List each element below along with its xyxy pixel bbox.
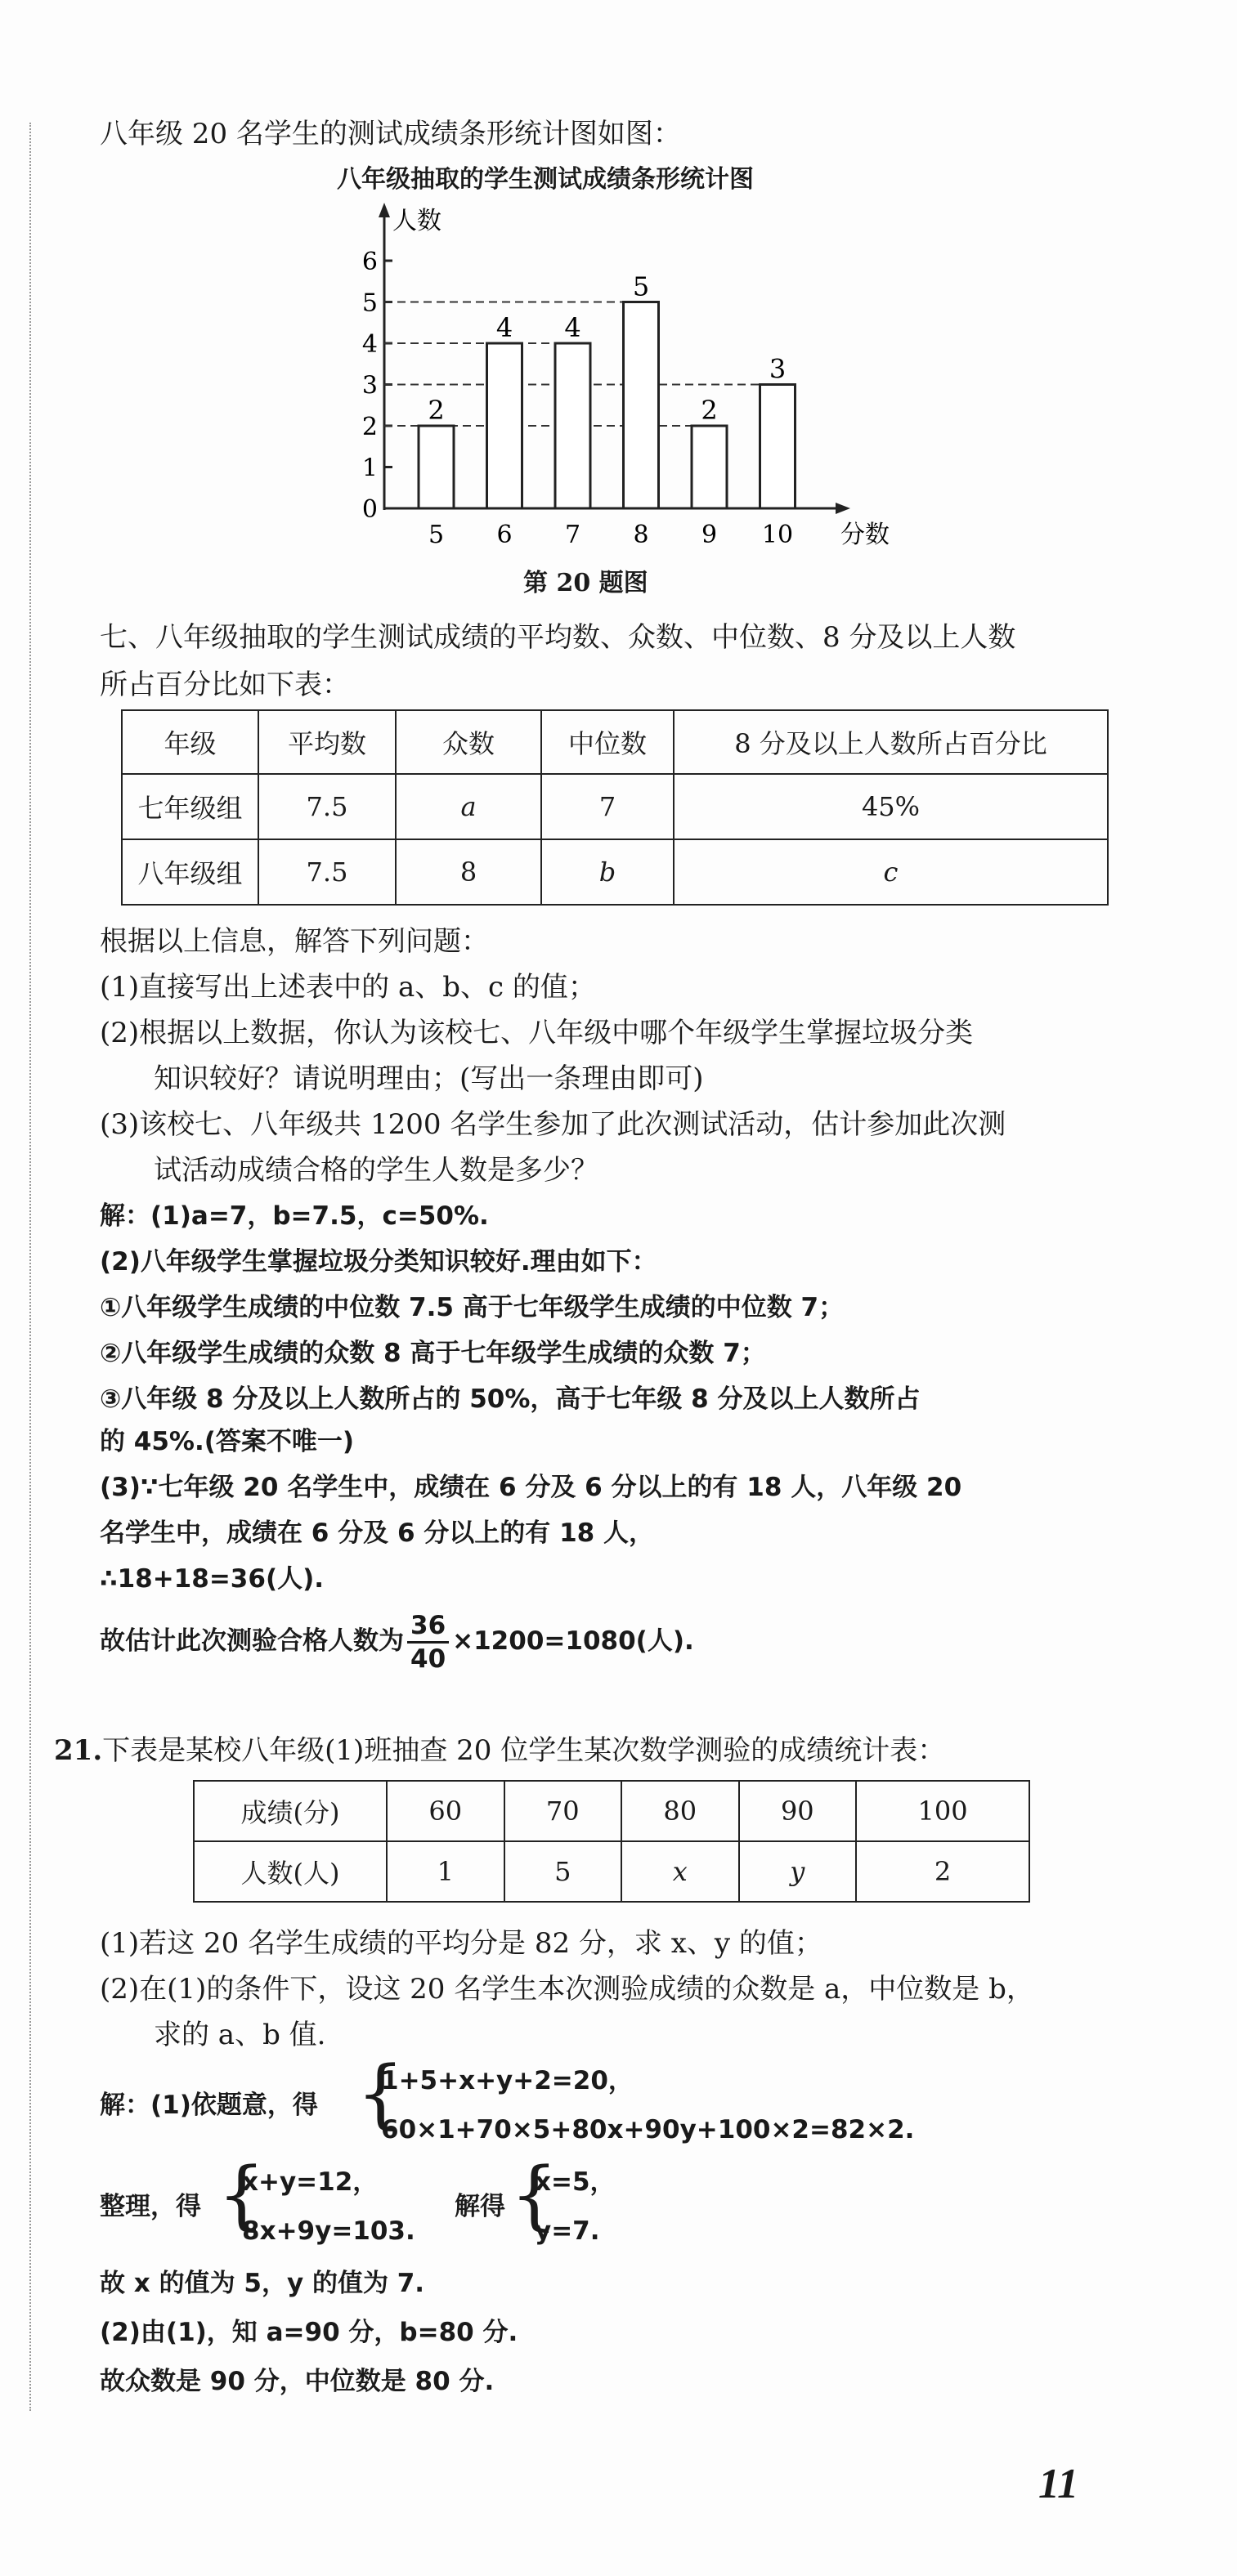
- table-row: [122, 839, 1108, 905]
- answer-line: 名学生中，成绩在 6 分及 6 分以上的有 18 人，: [100, 1518, 655, 1548]
- equation: 60×1+70×5+80x+90y+100×2=82×2.: [381, 2115, 915, 2144]
- y-tick-label: 3: [361, 371, 378, 400]
- question-21-text: 下表是某校八年级(1)班抽查 20 位学生某次数学测验的成绩统计表：: [102, 1734, 946, 1767]
- bar: [692, 426, 727, 508]
- table-cell: 7: [541, 774, 674, 839]
- question-21-part-2: (2)在(1)的条件下，设这 20 名学生本次测验成绩的众数是 a，中位数是 b，: [100, 1973, 1034, 2006]
- y-tick-label: 5: [361, 288, 378, 318]
- table-header: 平均数: [258, 710, 396, 774]
- margin-dotted-line: [29, 123, 31, 2411]
- answer-line-fraction: [100, 1608, 694, 1675]
- answer-line: ∴18+18=36(人).: [100, 1564, 325, 1594]
- table-cell: 100: [856, 1781, 1029, 1841]
- page-number: 11: [1038, 2461, 1079, 2507]
- equation: y=7.: [535, 2216, 600, 2246]
- chart-title: 八年级抽取的学生测试成绩条形统计图: [337, 165, 754, 194]
- table-header-row: [122, 710, 1108, 774]
- question-1: (1)直接写出上述表中的 a、b、c 的值；: [100, 971, 596, 1004]
- bar: [624, 302, 659, 509]
- answer-text: 整理，得: [100, 2192, 201, 2221]
- answer-line: (3)∵七年级 20 名学生中，成绩在 6 分及 6 分以上的有 18 人，八年级 20: [100, 1473, 962, 1502]
- x-tick-label: 10: [761, 521, 794, 549]
- table-cell: 成绩(分): [194, 1781, 387, 1841]
- table-cell: 八年级组: [122, 839, 258, 905]
- paragraph-line: 七、八年级抽取的学生测试成绩的平均数、众数、中位数、8 分及以上人数: [100, 621, 1016, 654]
- question-2-cont: 知识较好？请说明理由；(写出一条理由即可): [154, 1062, 704, 1095]
- answer-line: ②八年级学生成绩的众数 8 高于七年级学生成绩的众数 7；: [100, 1339, 766, 1368]
- table-header: 众数: [396, 710, 541, 774]
- answer-line: 的 45%.(答案不唯一): [100, 1427, 355, 1456]
- equation: 8x+9y=103.: [242, 2216, 415, 2246]
- table-cell: 5: [504, 1841, 622, 1902]
- answer-text: 故估计此次测验合格人数为: [100, 1626, 404, 1656]
- x-axis-label: 分数: [840, 521, 890, 549]
- x-tick-label: 5: [428, 521, 445, 549]
- table-header: 年级: [122, 710, 258, 774]
- table-cell: a: [396, 774, 541, 839]
- question-21-stem: [54, 1733, 945, 1769]
- y-tick-label: 6: [361, 248, 378, 276]
- table-cell: 2: [856, 1841, 1029, 1902]
- y-tick-label: 2: [361, 413, 378, 441]
- bar-chart: [327, 199, 899, 575]
- paragraph-line: 所占百分比如下表：: [100, 669, 350, 701]
- y-tick-label: 0: [361, 495, 378, 524]
- bar: [487, 343, 522, 508]
- score-table: [193, 1780, 1030, 1903]
- brace: {: [217, 2151, 266, 2238]
- table-cell: y: [739, 1841, 857, 1902]
- bar-value-label: 5: [632, 271, 650, 302]
- table-cell: 7.5: [258, 839, 396, 905]
- question-number: 21.: [54, 1734, 103, 1767]
- answer-line: 解：(1)a=7，b=7.5，c=50%.: [100, 1201, 489, 1231]
- bar: [760, 385, 796, 509]
- stats-table: [121, 709, 1109, 906]
- table-cell: 45%: [674, 774, 1108, 839]
- table-header: 中位数: [541, 710, 674, 774]
- bar: [555, 343, 590, 508]
- table-cell: 60: [387, 1781, 504, 1841]
- table-cell: 70: [504, 1781, 622, 1841]
- answer-line: 故众数是 90 分，中位数是 80 分.: [100, 2367, 495, 2396]
- answer-text: 解：(1)依题意，得: [100, 2091, 318, 2120]
- chart-caption: 第 20 题图: [523, 569, 648, 597]
- intro-text: 八年级 20 名学生的测试成绩条形统计图如图：: [100, 118, 681, 150]
- table-cell: 80: [621, 1781, 739, 1841]
- table-cell: b: [541, 839, 674, 905]
- x-tick-label: 9: [701, 521, 718, 549]
- x-tick-label: 8: [633, 521, 649, 549]
- table-cell: c: [674, 839, 1108, 905]
- question-3: (3)该校七、八年级共 1200 名学生参加了此次测试活动，估计参加此次测: [100, 1108, 1006, 1141]
- table-cell: 90: [739, 1781, 857, 1841]
- table-row: [122, 774, 1108, 839]
- answer-line: ③八年级 8 分及以上人数所占的 50%，高于七年级 8 分及以上人数所占: [100, 1384, 921, 1414]
- answer-line: (2)八年级学生掌握垃圾分类知识较好.理由如下：: [100, 1247, 657, 1277]
- bar-value-label: 2: [701, 395, 718, 426]
- bar: [419, 426, 454, 508]
- equation: 1+5+x+y+2=20，: [381, 2066, 634, 2095]
- equation: x+y=12，: [242, 2167, 379, 2197]
- table-cell: x: [621, 1841, 739, 1902]
- question-21-part-1: (1)若这 20 名学生成绩的平均分是 82 分，求 x、y 的值；: [100, 1927, 822, 1960]
- table-cell: 7.5: [258, 774, 396, 839]
- table-header: 8 分及以上人数所占百分比: [674, 710, 1108, 774]
- x-tick-label: 7: [564, 521, 581, 549]
- fraction: [407, 1610, 449, 1675]
- answer-text: 解得: [455, 2192, 505, 2221]
- question-2: (2)根据以上数据，你认为该校七、八年级中哪个年级学生掌握垃圾分类: [100, 1017, 974, 1049]
- bar-value-label: 2: [428, 395, 445, 426]
- table-cell: 8: [396, 839, 541, 905]
- x-axis-arrow: [836, 503, 850, 514]
- y-tick-label: 1: [361, 454, 378, 483]
- table-row: [194, 1841, 1029, 1902]
- answer-line: 故 x 的值为 5，y 的值为 7.: [100, 2269, 425, 2298]
- brace: {: [510, 2151, 558, 2238]
- brace: {: [356, 2050, 405, 2137]
- answer-text: ×1200=1080(人).: [452, 1626, 694, 1656]
- bar-value-label: 4: [564, 312, 581, 343]
- x-tick-label: 6: [496, 521, 513, 549]
- answer-line: ①八年级学生成绩的中位数 7.5 高于七年级学生成绩的中位数 7；: [100, 1293, 845, 1322]
- answer-line: (2)由(1)，知 a=90 分，b=80 分.: [100, 2318, 518, 2347]
- fraction-denominator: 40: [410, 1644, 446, 1674]
- question-3-cont: 试活动成绩合格的学生人数是多少？: [154, 1154, 598, 1187]
- y-tick-label: 4: [361, 330, 378, 359]
- equation: x=5，: [535, 2167, 616, 2197]
- bar-value-label: 3: [769, 353, 787, 385]
- table-cell: 人数(人): [194, 1841, 387, 1902]
- y-axis-label: 人数: [392, 207, 441, 235]
- table-cell: 1: [387, 1841, 504, 1902]
- y-axis-arrow: [379, 203, 390, 217]
- table-row: [194, 1781, 1029, 1841]
- question-21-part-2-cont: 求的 a、b 值.: [154, 2019, 326, 2051]
- question-intro: 根据以上信息，解答下列问题：: [100, 925, 489, 958]
- bar-value-label: 4: [495, 312, 513, 343]
- fraction-numerator: 36: [407, 1610, 449, 1644]
- table-cell: 七年级组: [122, 774, 258, 839]
